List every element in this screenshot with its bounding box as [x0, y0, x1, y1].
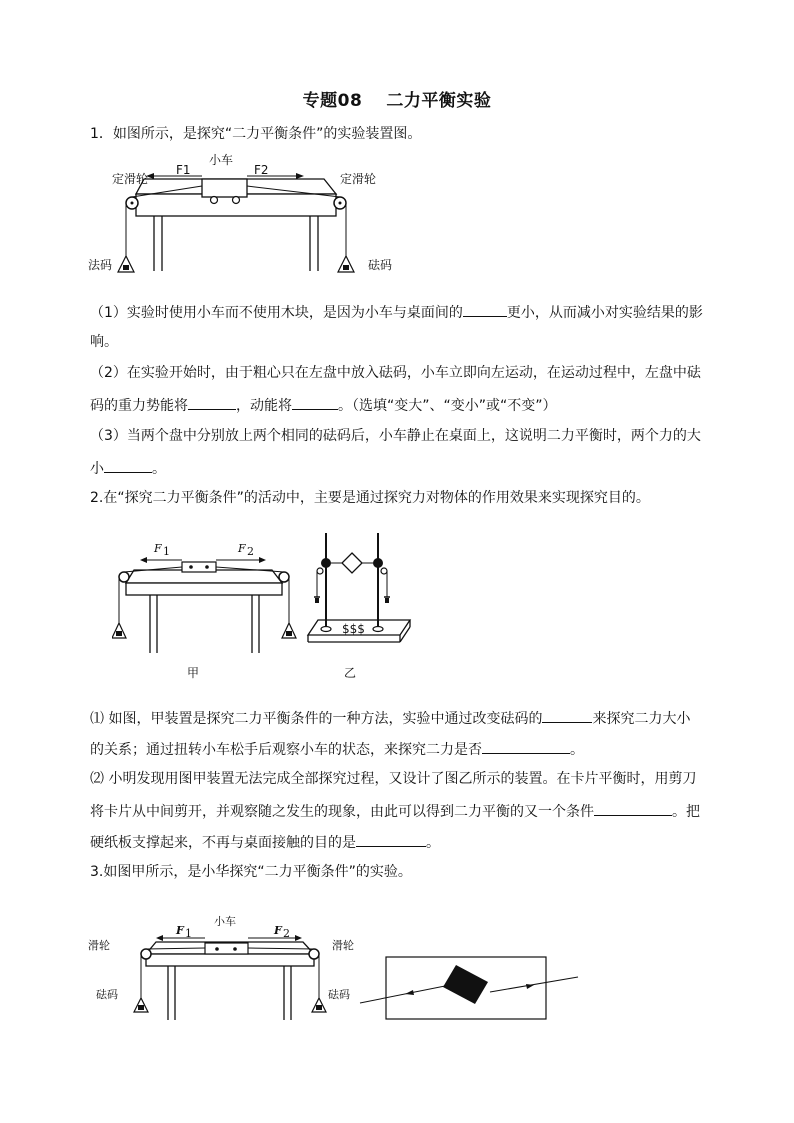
q2-weights-on-base: $$$	[342, 622, 365, 636]
q1-car	[202, 179, 247, 197]
q1-weight-right-label: 砝码	[368, 258, 393, 272]
figure-shape	[259, 557, 266, 563]
figure-shape	[321, 627, 331, 632]
figure-shape	[385, 598, 389, 603]
figure-shape	[126, 583, 282, 595]
q1-part1-blank[interactable]	[463, 304, 507, 317]
q1-part3-text-b: 小	[90, 461, 104, 477]
q2-caption-right: 乙	[344, 666, 357, 680]
q2-pulley-left	[119, 572, 129, 582]
q2-stem: 2.在“探究二力平衡条件”的活动中，主要是通过探究力对物体的作用效果来实现探究目的。	[90, 490, 650, 506]
q1-part2-line2	[90, 397, 705, 413]
q1-f2-label: F2	[254, 163, 269, 177]
q2-f1-sub: 1	[163, 545, 170, 558]
q2-part1-text-d: 。	[570, 742, 584, 758]
q2-car	[182, 562, 216, 572]
q2-f1-label: F	[154, 542, 162, 555]
q3-pulley-right	[309, 949, 319, 959]
q2-part2-text-b: 将卡片从中间剪开，并观察随之发生的现象，由此可以得到二力平衡的又一个条件	[90, 804, 594, 820]
q1-stem: 1．如图所示，是探究“二力平衡条件”的实验装置图。	[90, 126, 422, 142]
q2-part2-text-e: 。	[426, 835, 440, 851]
q2-part1-line1	[90, 710, 705, 726]
q2-part2-blank2[interactable]	[356, 834, 426, 847]
q3-f2-sub: 2	[283, 927, 290, 940]
q1-part3-line2	[90, 460, 705, 476]
figure-shape	[215, 947, 219, 951]
q1-pulley-left-label: 定滑轮	[112, 172, 149, 186]
q1-part2-text-c: ，动能将	[236, 398, 292, 414]
q1-figure	[84, 146, 414, 281]
q1-part2-blank1[interactable]	[188, 397, 236, 410]
q2-f2-sub: 2	[247, 545, 254, 558]
figure-shape	[138, 1005, 144, 1010]
q2-part2-line1: ⑵ 小明发现用图甲装置无法完成全部探究过程，又设计了图乙所示的装置。在卡片平衡时，用剪刀	[90, 771, 697, 787]
figure-shape	[146, 954, 314, 966]
q1-part2-line1: （2）在实验开始时，由于粗心只在左盘中放入砝码，小车立即向左运动，在运动过程中，左盘中砝	[90, 365, 701, 381]
q1-part2-blank2[interactable]	[292, 397, 338, 410]
q2-part2-line2	[90, 803, 705, 819]
q2-part1-line2	[90, 741, 705, 757]
page-title	[0, 86, 794, 111]
figure-shape	[205, 565, 209, 569]
q3-f2-label: F	[274, 924, 282, 937]
q3-pulley-right-label: 滑轮	[332, 939, 354, 952]
q3-figure	[88, 912, 588, 1024]
q1-part3-line1: （3）当两个盘中分别放上两个相同的砝码后，小车静止在桌面上，这说明二力平衡时，两个力的大	[90, 428, 701, 444]
q2-f2-label: F	[238, 542, 246, 555]
figure-shape	[343, 265, 349, 270]
q1-part3-text-c: 。	[152, 461, 166, 477]
figure-shape	[381, 568, 387, 574]
q2-card	[342, 553, 362, 573]
q1-part3-blank[interactable]	[104, 460, 152, 473]
q3-f1-sub: 1	[185, 927, 192, 940]
figure-shape	[140, 557, 147, 563]
figure-shape	[315, 598, 319, 603]
figure-shape	[189, 565, 193, 569]
q1-part2-text-d: 。（选填“变大”、“变小”或“不变”）	[338, 398, 557, 414]
q3-pulley-left-label: 滑轮	[88, 939, 110, 952]
figure-shape	[116, 631, 122, 636]
q2-part1-text-c: 的关系；通过扭转小车松手后观察小车的状态，来探究二力是否	[90, 742, 482, 758]
q3-f1-label: F	[176, 924, 184, 937]
figure-shape	[233, 197, 240, 204]
title-sub: 二力平衡实验	[386, 91, 492, 111]
q1-f1-label: F1	[176, 163, 191, 177]
q1-part1-text-a: （1）实验时使用小车而不使用木块，是因为小车与桌面间的	[90, 305, 463, 321]
q2-part2-text-d: 硬纸板支撑起来，不再与桌面接触的目的是	[90, 835, 356, 851]
q1-car-label: 小车	[209, 153, 234, 167]
q3-weight-right-label: 砝码	[328, 988, 350, 1001]
figure-shape	[286, 631, 292, 636]
figure-shape	[156, 935, 163, 941]
q1-part1-line1	[90, 304, 705, 320]
figure-shape	[296, 173, 304, 179]
q1-weight-left-label: 法码	[88, 258, 113, 272]
q2-part2-blank1[interactable]	[594, 803, 672, 816]
figure-shape	[373, 627, 383, 632]
q2-part2-line3	[90, 834, 705, 850]
figure-shape	[131, 202, 134, 205]
q2-part2-text-c: 。把	[672, 804, 700, 820]
q2-part1-blank1[interactable]	[542, 710, 592, 723]
q2-figure	[112, 525, 432, 685]
figure-shape	[211, 197, 218, 204]
q3-weight-left-label: 砝码	[96, 988, 118, 1001]
q1-part1-line2: 响。	[90, 334, 118, 350]
q3-pulley-left	[141, 949, 151, 959]
figure-shape	[317, 568, 323, 574]
q3-stem: 3.如图甲所示，是小华探究“二力平衡条件”的实验。	[90, 864, 412, 880]
figure-shape	[123, 265, 129, 270]
q3-car	[205, 943, 248, 954]
q1-pulley-right-label: 定滑轮	[340, 172, 377, 186]
q2-part1-blank2[interactable]	[482, 741, 570, 754]
figure-shape	[339, 202, 342, 205]
q1-part1-text-b: 更小，从而减小对实验结果的影	[506, 305, 703, 321]
figure-shape	[295, 935, 302, 941]
figure-shape	[233, 947, 237, 951]
q2-part1-text-a: ⑴ 如图，甲装置是探究二力平衡条件的一种方法，实验中通过改变砝码的	[90, 711, 543, 727]
q3-car-label: 小车	[214, 915, 236, 928]
q2-pulley-right	[279, 572, 289, 582]
q2-part1-text-b: 来探究二力大小	[592, 711, 691, 727]
title-main: 专题08	[302, 91, 363, 111]
q2-caption-left: 甲	[187, 666, 200, 680]
figure-shape	[316, 1005, 322, 1010]
q1-part2-text-b: 码的重力势能将	[90, 398, 188, 414]
